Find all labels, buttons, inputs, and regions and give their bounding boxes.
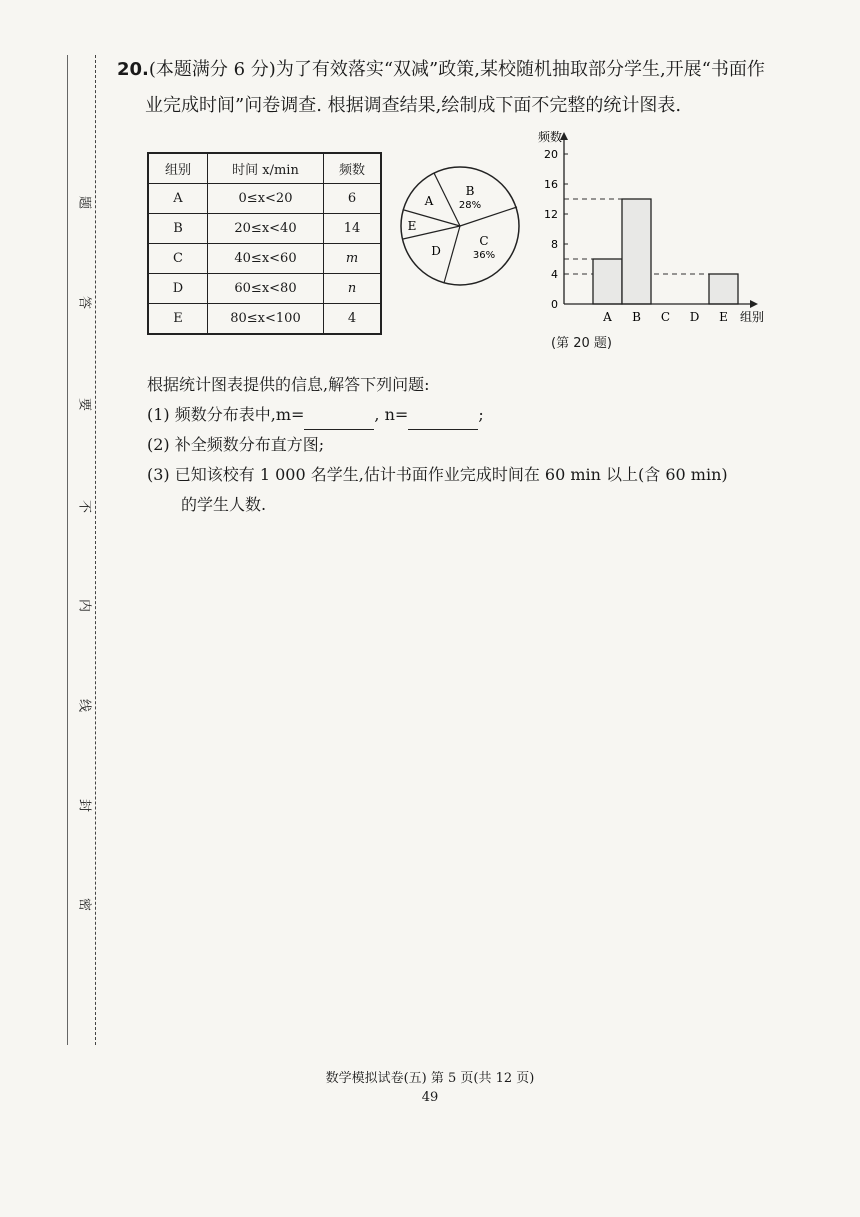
y-tick-label: 12 bbox=[544, 208, 558, 221]
table-cell: C bbox=[148, 244, 208, 274]
m-answer-blank[interactable] bbox=[304, 411, 374, 430]
table-header: 时间 x/min bbox=[208, 153, 324, 184]
page-footer: 数学模拟试卷(五) 第 5 页(共 12 页) bbox=[325, 1071, 535, 1086]
y-tick-label: 16 bbox=[544, 178, 558, 191]
pie-label-c: C bbox=[479, 234, 489, 248]
table-cell: m bbox=[324, 244, 382, 274]
x-tick-label: D bbox=[689, 310, 700, 324]
instructions bbox=[147, 370, 807, 520]
y-tick-label: 0 bbox=[551, 298, 558, 311]
pie-divider bbox=[434, 173, 460, 226]
margin-char: 封 bbox=[76, 798, 92, 812]
x-tick-label: B bbox=[632, 310, 641, 324]
margin-char: 题 bbox=[76, 195, 92, 209]
table-cell: B bbox=[148, 214, 208, 244]
pie-pct-c: 36% bbox=[472, 250, 496, 261]
table-row bbox=[148, 274, 381, 304]
histogram-bar-b bbox=[622, 199, 651, 304]
question-header bbox=[117, 52, 797, 124]
histogram bbox=[530, 128, 780, 328]
margin-char: 内 bbox=[76, 598, 92, 612]
table-header: 频数 bbox=[324, 153, 382, 184]
n-answer-blank[interactable] bbox=[408, 411, 478, 430]
y-tick-label: 20 bbox=[544, 148, 558, 161]
table-row bbox=[148, 184, 381, 214]
table-cell: 0≤x<20 bbox=[208, 184, 324, 214]
q1-prefix: (1) 频数分布表中,m= bbox=[147, 405, 305, 424]
table-row bbox=[148, 244, 381, 274]
margin-char: 要 bbox=[76, 397, 92, 411]
pie-label-b: B bbox=[465, 184, 475, 198]
question-line-1: (本题满分 6 分)为了有效落实“双减”政策,某校随机抽取部分学生,开展“书面作 bbox=[148, 59, 765, 80]
figure-caption: (第 20 题) bbox=[551, 336, 612, 351]
pie-label-d: D bbox=[431, 244, 441, 258]
x-tick-label: C bbox=[660, 310, 671, 324]
pie-pct-b: 28% bbox=[458, 200, 482, 211]
pie-label-e: E bbox=[407, 219, 417, 233]
question-number: 20. bbox=[117, 59, 149, 80]
frequency-table bbox=[147, 152, 382, 335]
x-tick-label: E bbox=[719, 310, 728, 324]
table-cell: 40≤x<60 bbox=[208, 244, 324, 274]
instructions-intro: 根据统计图表提供的信息,解答下列问题: bbox=[147, 375, 430, 394]
table-row bbox=[148, 214, 381, 244]
margin-char: 线 bbox=[76, 698, 92, 712]
table-cell: D bbox=[148, 274, 208, 304]
y-tick-label: 8 bbox=[551, 238, 558, 251]
table-row bbox=[148, 304, 381, 335]
margin-char: 不 bbox=[76, 499, 92, 513]
question-part-3-line-1: (3) 已知该校有 1 000 名学生,估计书面作业完成时间在 60 min 以上(含 60 min) bbox=[147, 465, 728, 484]
table-cell: 14 bbox=[324, 214, 382, 244]
margin-char: 密 bbox=[76, 897, 92, 911]
table-cell: n bbox=[324, 274, 382, 304]
q1-mid: , n= bbox=[374, 405, 409, 424]
q1-end: ; bbox=[478, 405, 484, 424]
x-axis-label: 组别 bbox=[740, 310, 765, 324]
question-part-3-line-2: 的学生人数. bbox=[181, 495, 267, 514]
table-cell: 4 bbox=[324, 304, 382, 335]
pie-chart bbox=[398, 160, 522, 292]
x-axis-arrow bbox=[750, 300, 758, 308]
table-header-row bbox=[148, 153, 381, 184]
margin-char: 答 bbox=[76, 295, 92, 309]
histogram-bar-e bbox=[709, 274, 738, 304]
pie-divider bbox=[444, 226, 460, 283]
histogram-bar-a bbox=[593, 259, 622, 304]
y-axis-label: 频数 bbox=[538, 130, 563, 144]
table-header: 组别 bbox=[148, 153, 208, 184]
table-cell: 20≤x<40 bbox=[208, 214, 324, 244]
table-cell: 60≤x<80 bbox=[208, 274, 324, 304]
table-cell: 6 bbox=[324, 184, 382, 214]
table-cell: E bbox=[148, 304, 208, 335]
question-part-2: (2) 补全频数分布直方图; bbox=[147, 435, 325, 454]
question-line-2: 业完成时间”问卷调查. 根据调查结果,绘制成下面不完整的统计图表. bbox=[145, 95, 682, 116]
y-tick-label: 4 bbox=[551, 268, 558, 281]
binding-margin-line bbox=[67, 55, 68, 1045]
table-cell: A bbox=[148, 184, 208, 214]
table-cell: 80≤x<100 bbox=[208, 304, 324, 335]
question-part-1 bbox=[147, 400, 807, 430]
x-tick-label: A bbox=[603, 310, 612, 324]
page-number: 49 bbox=[421, 1090, 439, 1105]
pie-label-a: A bbox=[424, 194, 434, 208]
